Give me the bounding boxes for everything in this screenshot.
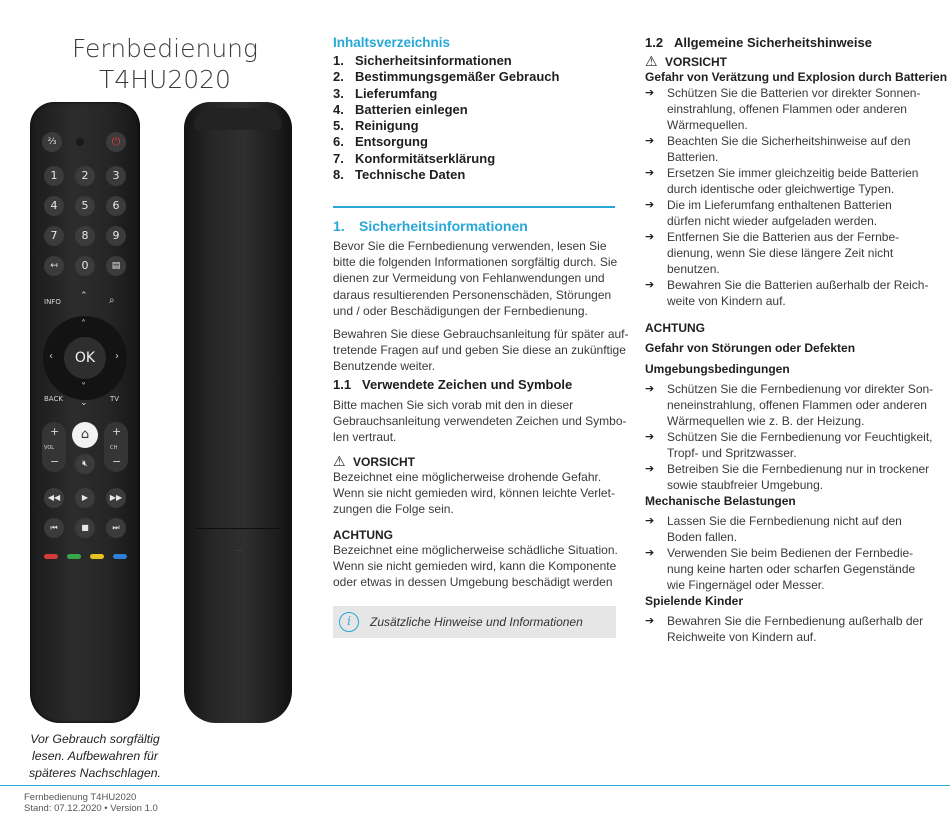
info-circle-icon: i: [339, 612, 359, 632]
text-line: bitte die folgenden Informationen sorgfältig durch. Sie: [333, 255, 618, 270]
intro-paragraph: [333, 238, 618, 319]
toc-item-number: 1.: [333, 53, 344, 68]
subtitle-key-icon: ⅔: [42, 132, 62, 152]
symbols-paragraph: [333, 397, 627, 446]
ch-label: CH: [110, 445, 118, 451]
volume-plus-icon: +: [50, 425, 60, 438]
list-item-line: dienung, wenn Sie diese längere Zeit nicht: [667, 246, 894, 260]
warning-triangle-icon: ⚠: [333, 453, 346, 469]
list-item-line: nung keine harten oder scharfen Gegenstände: [667, 562, 916, 576]
power-icon: ⏻: [106, 132, 126, 152]
arrow-right-icon: ➔: [645, 166, 655, 179]
children-heading: Spielende Kinder: [645, 594, 744, 608]
list-item-line: Ersetzen Sie immer gleichzeitig beide Batterien: [667, 166, 919, 180]
teletext-icon: ▤: [106, 256, 126, 276]
achtung-label: ACHTUNG: [333, 528, 393, 542]
list-item-line: Entfernen Sie die Batterien aus der Fernbe-: [667, 230, 900, 244]
up-chevron-icon: ⌃: [80, 291, 88, 301]
toc-item-number: 8.: [333, 167, 344, 183]
toc-item-number: 2.: [333, 69, 344, 85]
toc-item-number: 3.: [333, 85, 344, 101]
list-item-line: weite von Kindern auf.: [667, 294, 786, 308]
list-item: [645, 85, 935, 133]
list-item-line: Lassen Sie die Fernbedienung nicht auf den: [667, 514, 902, 528]
list-item-line: Reichweite von Kindern auf.: [667, 630, 817, 644]
dpad-up-icon: ˄: [81, 319, 86, 330]
arrow-right-icon: ➔: [645, 382, 655, 395]
list-item: [645, 545, 935, 593]
arrow-right-icon: ➔: [645, 614, 655, 627]
list-item-line: Wärmequellen.: [667, 118, 748, 132]
section1-title: Sicherheitsinformationen: [359, 218, 528, 234]
text-line: Bewahren Sie diese Gebrauchsanleitung für später auf-: [333, 327, 629, 341]
defects-achtung-label: ACHTUNG: [645, 321, 705, 335]
list-item-line: Verwenden Sie beim Bedienen der Fernbedie-: [667, 546, 914, 560]
list-item: [645, 381, 935, 429]
green-key: [67, 554, 81, 559]
list-item-line: Schützen Sie die Fernbedienung vor Feuchtigkeit,: [667, 430, 933, 444]
defects-subtitle: Gefahr von Störungen oder Defekten: [645, 341, 856, 355]
digit-key-1: 1: [44, 166, 64, 186]
text-line: und / oder Beschädigungen der Fernbedienung.: [333, 303, 588, 318]
dpad-right-icon: ›: [115, 351, 119, 362]
list-item: [645, 461, 935, 493]
list-item-line: Schützen Sie die Fernbedienung vor direkter Son-: [667, 382, 934, 396]
text-line: Bitte machen Sie sich vorab mit den in dieser: [333, 398, 574, 412]
section-1-2-title: Allgemeine Sicherheitshinweise: [674, 35, 872, 50]
digit-key-0: 0: [75, 256, 95, 276]
achtung-paragraph: [333, 542, 618, 591]
battery-vorsicht-text: VORSICHT: [665, 55, 728, 69]
search-icon: ⌕: [109, 295, 115, 306]
arrow-right-icon: ➔: [645, 278, 655, 291]
subsection-1-1-heading: [333, 377, 572, 392]
text-line: daraus resultierenden Personenschäden, Störungen: [333, 287, 612, 302]
arrow-right-icon: ➔: [645, 430, 655, 443]
back-arrow-icon: ↤: [44, 256, 64, 276]
list-item-line: durch identische oder gleichwertige Typen.: [667, 182, 895, 196]
toc-item-label: Technische Daten: [355, 167, 466, 183]
battery-vorsicht-label: [645, 53, 727, 70]
next-icon: ⏭: [106, 518, 126, 538]
caption-line: Vor Gebrauch sorgfältig: [30, 732, 160, 746]
list-item-line: neneinstrahlung, offenen Flammen oder anderen: [667, 398, 927, 412]
channel-plus-icon: +: [112, 425, 122, 438]
digit-key-7: 7: [44, 226, 64, 246]
text-line: zungen die Folge sein.: [333, 502, 454, 517]
list-item-line: Betreiben Sie die Fernbedienung nur in trockener: [667, 462, 930, 476]
toc-item-number: 4.: [333, 101, 344, 117]
red-key: [44, 554, 58, 559]
text-line: Wenn sie nicht gemieden wird, können leichte Verlet-: [333, 486, 615, 501]
info-box: [333, 606, 616, 638]
yellow-key: [90, 554, 104, 559]
battery-cover-notch: [234, 550, 242, 551]
ir-led-icon: [76, 138, 84, 146]
text-line: Wenn sie nicht gemieden wird, kann die Komponente: [333, 559, 617, 574]
toc-item-number: 6.: [333, 134, 344, 150]
footer-rule: [0, 785, 950, 786]
list-item: [645, 197, 935, 229]
list-item-line: Schützen Sie die Batterien vor direkter Sonnen-: [667, 86, 921, 100]
digit-key-4: 4: [44, 196, 64, 216]
text-line: Benutzende weiter.: [333, 359, 436, 374]
home-icon: ⌂: [72, 422, 98, 448]
toc-item-label: Entsorgung: [355, 134, 428, 150]
text-line: dienen zur Vermeidung von Fehlanwendungen und: [333, 271, 605, 286]
digit-key-5: 5: [75, 196, 95, 216]
vol-label: VOL: [44, 445, 55, 451]
list-item: [645, 613, 935, 645]
footer-version: Stand: 07.12.2020 • Version 1.0: [24, 803, 158, 814]
toc-item: [333, 134, 559, 150]
arrow-right-icon: ➔: [645, 546, 655, 559]
list-item: [645, 429, 935, 461]
list-item-line: Wärmequellen wie z. B. der Heizung.: [667, 414, 865, 428]
toc-item: [333, 86, 559, 102]
section1-number: 1.: [333, 218, 345, 234]
channel-minus-icon: −: [112, 455, 122, 468]
list-item-line: dürfen nicht wieder aufgeladen werden.: [667, 214, 878, 228]
section1-heading: [333, 218, 528, 234]
arrow-right-icon: ➔: [645, 230, 655, 243]
list-item-line: Batterien.: [667, 150, 719, 164]
toc-item: [333, 69, 559, 85]
digit-key-8: 8: [75, 226, 95, 246]
footer-product: Fernbedienung T4HU2020: [24, 792, 137, 803]
text-line: tretende Fragen auf und geben Sie diese an zukünftige: [333, 343, 626, 358]
children-list: [645, 613, 935, 645]
list-item-line: Die im Lieferumfang enthaltenen Batterien: [667, 198, 892, 212]
list-item-line: Tropf- und Spritzwasser.: [667, 446, 797, 460]
list-item-line: benutzen.: [667, 262, 720, 276]
text-line: Bezeichnet eine möglicherweise schädliche Situation.: [333, 543, 618, 557]
mute-icon: 🔇︎: [75, 454, 95, 474]
volume-minus-icon: −: [50, 455, 60, 468]
digit-key-9: 9: [106, 226, 126, 246]
list-item-line: wie Fingernägel oder Messer.: [667, 578, 825, 592]
list-item-line: Bewahren Sie die Batterien außerhalb der Reich-: [667, 278, 929, 292]
remote-front-image: [30, 102, 140, 723]
digit-key-3: 3: [106, 166, 126, 186]
toc-item: [333, 151, 559, 167]
fast-forward-icon: ▶▶: [106, 488, 126, 508]
footer: [24, 792, 158, 814]
list-item-line: einstrahlung, offenen Flammen oder anderen: [667, 102, 907, 116]
battery-cover-seam: [196, 528, 280, 529]
environment-heading: Umgebungsbedingungen: [645, 362, 790, 376]
down-chevron-icon: ⌄: [80, 398, 88, 408]
list-item: [645, 165, 935, 197]
document-title: [60, 33, 270, 95]
toc-item-label: Sicherheitsinformationen: [355, 53, 512, 68]
info-key-label: INFO: [44, 298, 61, 306]
section-1-2-heading: [645, 35, 872, 50]
list-item-line: Bewahren Sie die Fernbedienung außerhalb der: [667, 614, 924, 628]
text-line: Gebrauchsanleitung verwendeten Zeichen und Symbo-: [333, 414, 627, 429]
play-pause-icon: ▶: [75, 488, 95, 508]
toc-item-label: Bestimmungsgemäßer Gebrauch: [355, 69, 560, 85]
toc-item: [333, 167, 559, 183]
text-line: Bevor Sie die Fernbedienung verwenden, lesen Sie: [333, 239, 607, 253]
battery-hazard-subtitle: Gefahr von Verätzung und Explosion durch Batterien: [645, 70, 948, 84]
info-box-text: Zusätzliche Hinweise und Informationen: [370, 615, 583, 629]
toc-item: [333, 118, 559, 134]
toc-item: [333, 53, 559, 69]
previous-icon: ⏮: [44, 518, 64, 538]
ok-key: OK: [64, 337, 106, 379]
dpad: [43, 316, 127, 400]
toc-item-label: Batterien einlegen: [355, 101, 468, 117]
arrow-right-icon: ➔: [645, 514, 655, 527]
toc-item-label: Lieferumfang: [355, 85, 438, 101]
list-item-line: sowie staubfreier Umgebung.: [667, 478, 824, 492]
toc-heading: Inhaltsverzeichnis: [333, 35, 451, 50]
subsection-1-1-number: 1.1: [333, 377, 352, 392]
subsection-1-1-title: Verwendete Zeichen und Symbole: [362, 377, 573, 392]
toc-item-number: 5.: [333, 118, 344, 134]
document-title-line1: Fernbedienung: [71, 34, 259, 63]
arrow-right-icon: ➔: [645, 198, 655, 211]
warning-triangle-icon: ⚠: [645, 53, 658, 69]
list-item: [645, 229, 935, 277]
mechanical-list: [645, 513, 935, 593]
dpad-left-icon: ‹: [49, 351, 53, 362]
section-1-2-number: 1.2: [645, 35, 664, 50]
vorsicht-label: [333, 453, 415, 470]
remote-back-image: [184, 102, 292, 723]
toc-item-number: 7.: [333, 150, 344, 166]
keep-manual-paragraph: [333, 326, 629, 375]
toc-item-label: Reinigung: [355, 118, 419, 134]
caption-line: lesen. Aufbewahren für: [31, 749, 158, 763]
list-item: [645, 133, 935, 165]
mechanical-heading: Mechanische Belastungen: [645, 494, 796, 508]
arrow-right-icon: ➔: [645, 462, 655, 475]
back-key-label: BACK: [44, 395, 63, 403]
list-item-line: Boden fallen.: [667, 530, 738, 544]
toc-item-label: Konformitätserklärung: [355, 150, 496, 166]
arrow-right-icon: ➔: [645, 86, 655, 99]
list-item: [645, 277, 935, 309]
rewind-icon: ◀◀: [44, 488, 64, 508]
text-line: len vertraut.: [333, 430, 397, 445]
toc-item: [333, 102, 559, 118]
tv-key-label: TV: [110, 395, 120, 403]
digit-key-6: 6: [106, 196, 126, 216]
battery-cover-top: [194, 108, 282, 130]
blue-key: [113, 554, 127, 559]
battery-safety-list: [645, 85, 935, 309]
caption-line: späteres Nachschlagen.: [29, 766, 161, 780]
arrow-right-icon: ➔: [645, 134, 655, 147]
text-line: Bezeichnet eine möglicherweise drohende Gefahr.: [333, 470, 602, 484]
dpad-down-icon: ˅: [81, 382, 86, 393]
cover-caption: [10, 731, 180, 782]
table-of-contents: [333, 53, 559, 183]
environment-list: [645, 381, 935, 493]
text-line: oder etwas in dessen Umgebung beschädigt werden: [333, 575, 613, 590]
document-title-line2: T4HU2020: [99, 65, 231, 94]
digit-key-2: 2: [75, 166, 95, 186]
list-item-line: Beachten Sie die Sicherheitshinweise auf den: [667, 134, 911, 148]
list-item: [645, 513, 935, 545]
section-divider: [333, 206, 615, 208]
vorsicht-text: VORSICHT: [353, 455, 416, 469]
stop-icon: ■: [75, 518, 95, 538]
vorsicht-paragraph: [333, 469, 618, 518]
